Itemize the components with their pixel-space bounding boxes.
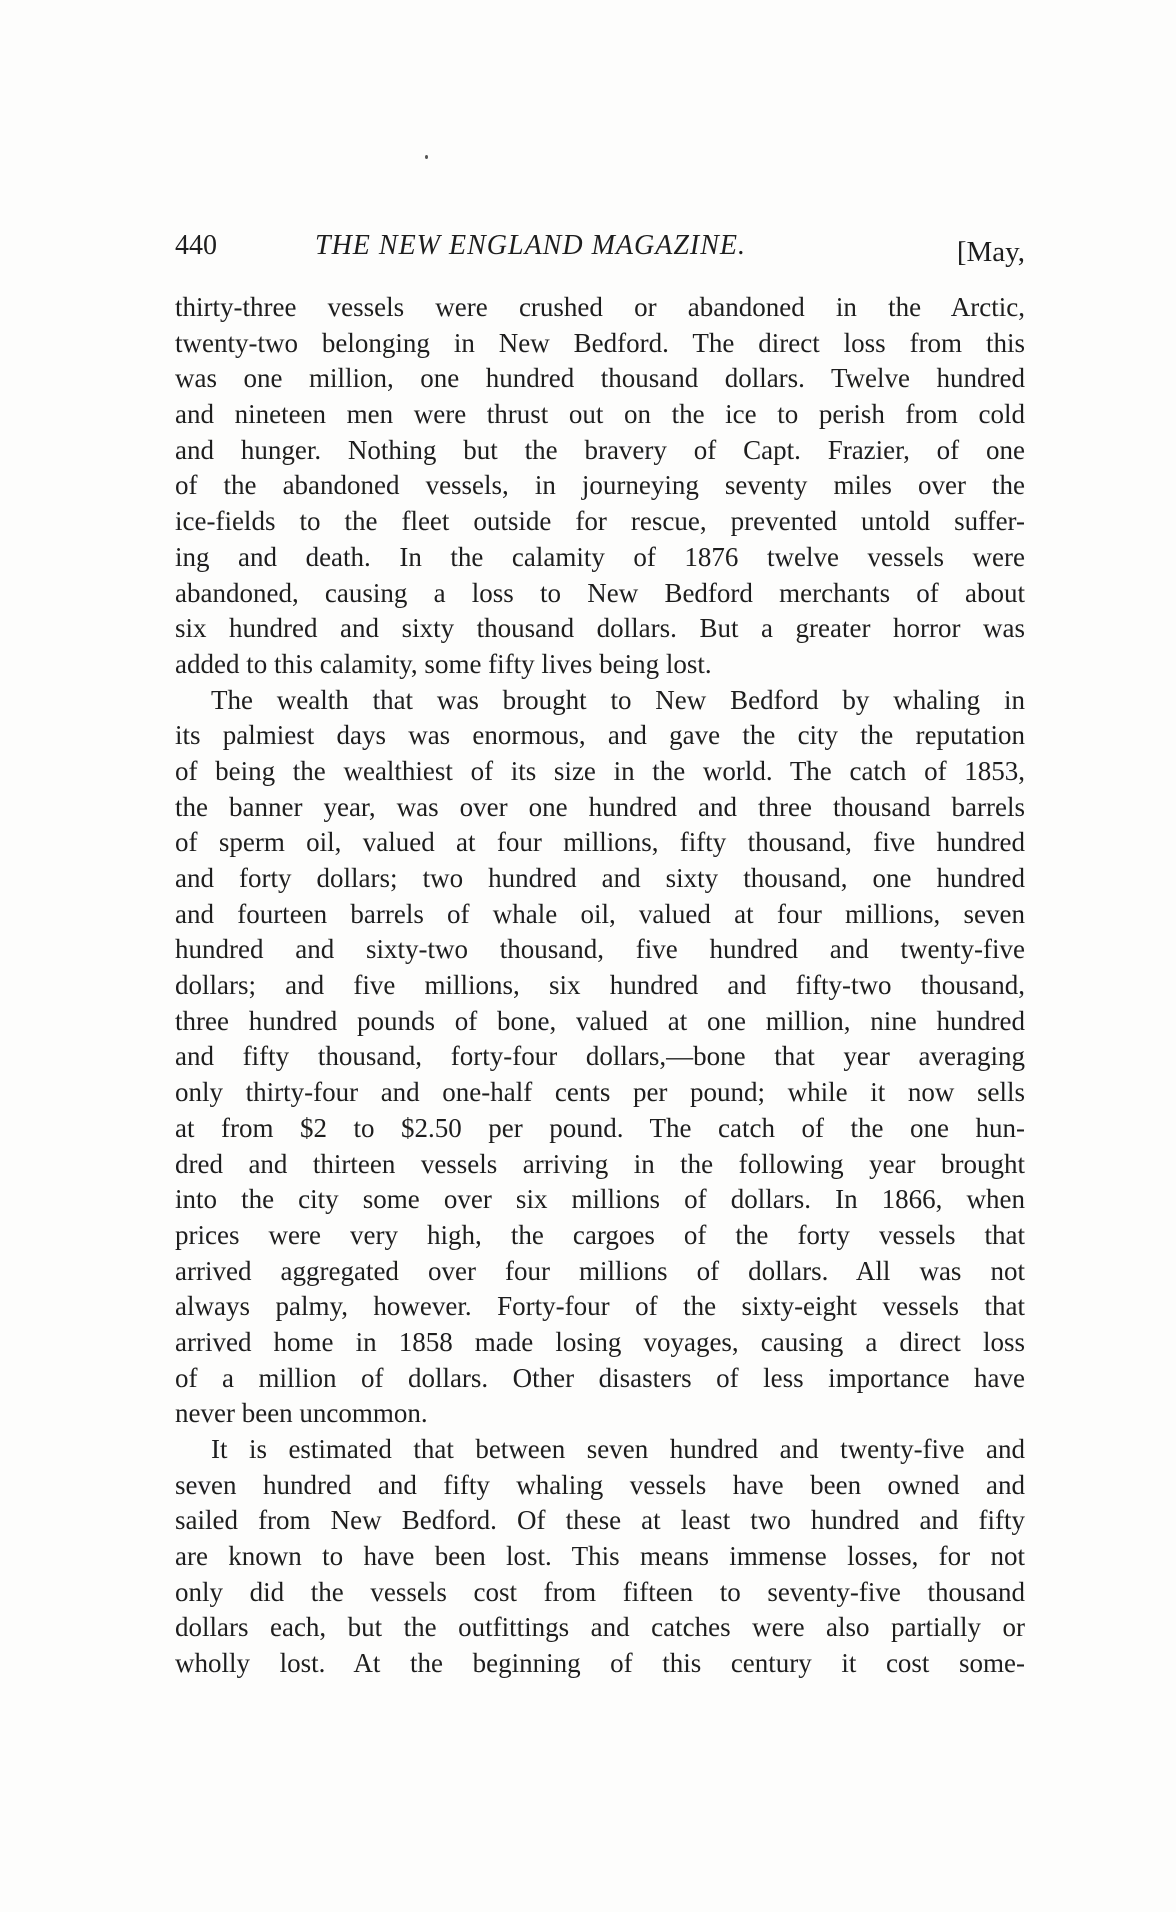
text-line: and nineteen men were thrust out on the ice to perish from cold bbox=[175, 399, 1025, 430]
text-line: into the city some over six millions of dollars. In 1866, when bbox=[175, 1184, 1025, 1215]
text-line: dollars each, but the outfittings and catches were also partially or bbox=[175, 1612, 1025, 1643]
text-line: hundred and sixty-two thousand, five hundred and twenty-five bbox=[175, 934, 1025, 965]
text-line: only did the vessels cost from fifteen to seventy-five thousand bbox=[175, 1576, 1025, 1607]
text-line: arrived home in 1858 made losing voyages, causing a direct loss bbox=[175, 1326, 1025, 1357]
text-line: six hundred and sixty thousand dollars. But a greater horror was bbox=[175, 613, 1025, 644]
page-number: 440 bbox=[175, 230, 217, 261]
text-line: ing and death. In the calamity of 1876 twelve vessels were bbox=[175, 541, 1025, 572]
print-speck bbox=[425, 155, 428, 159]
text-line: was one million, one hundred thousand dollars. Twelve hundred bbox=[175, 363, 1025, 394]
text-line: It is estimated that between seven hundred and twenty-five and bbox=[211, 1434, 1025, 1464]
text-line: of the abandoned vessels, in journeying seventy miles over the bbox=[175, 470, 1025, 501]
text-line: of sperm oil, valued at four millions, fifty thousand, five hundred bbox=[175, 827, 1025, 858]
running-head bbox=[175, 228, 1025, 272]
article-body bbox=[175, 290, 1025, 1682]
text-line: arrived aggregated over four millions of dollars. All was not bbox=[175, 1255, 1025, 1286]
text-line: of being the wealthiest of its size in the world. The catch of 1853, bbox=[175, 755, 1025, 786]
text-line: dred and thirteen vessels arriving in the following year brought bbox=[175, 1148, 1025, 1179]
text-line: and forty dollars; two hundred and sixty thousand, one hundred bbox=[175, 863, 1025, 893]
text-line: only thirty-four and one-half cents per pound; while it now sells bbox=[175, 1077, 1025, 1108]
text-line: are known to have been lost. This means immense losses, for not bbox=[175, 1541, 1025, 1572]
text-line: twenty-two belonging in New Bedford. The direct loss from this bbox=[175, 327, 1025, 358]
text-line: of a million of dollars. Other disasters of less importance have bbox=[175, 1362, 1025, 1393]
text-line: ice-fields to the fleet outside for rescue, prevented untold suffer- bbox=[175, 506, 1025, 537]
text-line: The wealth that was brought to New Bedford by whaling in bbox=[211, 684, 1025, 715]
text-line: sailed from New Bedford. Of these at least two hundred and fifty bbox=[175, 1505, 1025, 1536]
text-line: prices were very high, the cargoes of the forty vessels that bbox=[175, 1219, 1025, 1250]
issue-month: [May, bbox=[956, 236, 1025, 268]
text-line: always palmy, however. Forty-four of the sixty-eight vessels that bbox=[175, 1291, 1025, 1322]
text-line: wholly lost. At the beginning of this century it cost some- bbox=[175, 1648, 1025, 1679]
text-line: and fourteen barrels of whale oil, valued at four millions, seven bbox=[175, 898, 1025, 929]
text-line: and fifty thousand, forty-four dollars,—bone that year averaging bbox=[175, 1041, 1025, 1072]
text-line: seven hundred and fifty whaling vessels have been owned and bbox=[175, 1469, 1025, 1500]
text-line: dollars; and five millions, six hundred and fifty-two thousand, bbox=[175, 970, 1025, 1001]
text-line: at from $2 to $2.50 per pound. The catch of the one hun- bbox=[175, 1112, 1025, 1143]
text-line: abandoned, causing a loss to New Bedford merchants of about bbox=[175, 577, 1025, 608]
text-line: three hundred pounds of bone, valued at one million, nine hundred bbox=[175, 1005, 1025, 1036]
text-line: the banner year, was over one hundred and three thousand barrels bbox=[175, 791, 1025, 822]
text-line: added to this calamity, some fifty lives being lost. bbox=[175, 648, 712, 679]
text-line: and hunger. Nothing but the bravery of Capt. Frazier, of one bbox=[175, 434, 1025, 465]
text-line: never been uncommon. bbox=[175, 1398, 428, 1429]
text-line: its palmiest days was enormous, and gave the city the reputation bbox=[175, 720, 1025, 751]
magazine-title: THE NEW ENGLAND MAGAZINE. bbox=[315, 230, 746, 261]
text-line: thirty-three vessels were crushed or abandoned in the Arctic, bbox=[175, 292, 1025, 322]
